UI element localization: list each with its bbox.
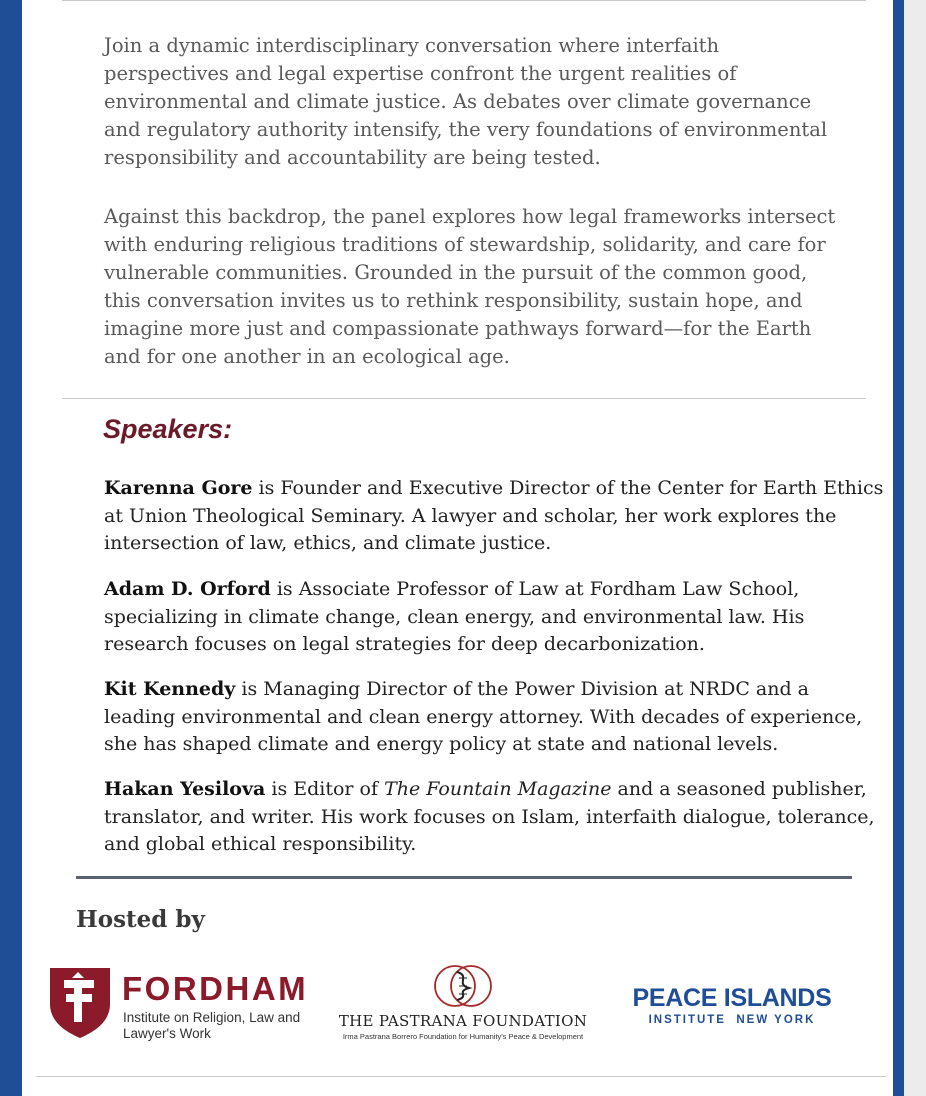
speaker-bio [104, 475, 884, 558]
fordham-subtitle: Institute on Religion, Law and Lawyer's Work [123, 1010, 301, 1041]
speaker-bio [104, 576, 884, 659]
fordham-shield-icon [48, 964, 112, 1040]
top-divider [62, 0, 866, 1]
speaker-description: is Associate Professor of Law at Fordham Law School, specializing in climate change, clean energy, and environmental law. His research focuses on legal strategies for deep decarbonization. [104, 578, 805, 655]
bottom-divider [36, 1076, 886, 1077]
speaker-name: Adam D. Orford [104, 578, 271, 600]
speaker-description: is Editor of [265, 778, 385, 800]
peace-islands-name: PEACE ISLANDS [632, 984, 832, 1012]
publication-title: The Fountain Magazine [384, 778, 612, 800]
right-gutter [904, 0, 926, 1096]
intro-paragraph-2: Against this backdrop, the panel explores how legal frameworks intersect with enduring religious traditions of stewardship, solidarity, and care for vulnerable communities. Grounded in the pursuit of the common good, this conversation invites us to rethink responsibility, sustain hope, and imagine more just and compassionate pathways forward—for the Earth and for one another in an ecological age. [104, 205, 836, 368]
peace-islands-logo [612, 984, 852, 1034]
hosted-by-label: Hosted by [76, 906, 205, 933]
fordham-name: FORDHAM [122, 970, 309, 1007]
right-border-bar [893, 0, 904, 1096]
speaker-bio [104, 776, 884, 859]
speaker-description: is Founder and Executive Director of the Center for Earth Ethics at Union Theological Seminary. A lawyer and scholar, her work explores the intersection of law, ethics, and climate justice. [104, 477, 884, 554]
speaker-name: Karenna Gore [104, 477, 253, 499]
speaker-bio [104, 676, 884, 759]
pastrana-subtitle: Irma Pastrana Borrero Foundation for Humanity's Peace & Development [342, 1032, 584, 1041]
pastrana-foundation-logo [338, 962, 588, 1046]
left-border-bar [0, 0, 22, 1096]
pastrana-name: THE PASTRANA FOUNDATION [338, 1012, 588, 1030]
speaker-description: and a seasoned publisher, translator, and writer. His work focuses on Islam, interfaith dialogue, tolerance, and global ethical responsibility. [104, 778, 875, 855]
hosts-divider [76, 876, 852, 879]
section-divider [62, 398, 866, 399]
speakers-heading: Speakers: [103, 414, 233, 444]
pastrana-emblem-icon [431, 962, 495, 1010]
speaker-name: Kit Kennedy [104, 678, 236, 700]
peace-islands-subtitle: INSTITUTE NEW YORK [648, 1014, 816, 1026]
speaker-name: Hakan Yesilova [104, 778, 266, 800]
intro-paragraph-1: Join a dynamic interdisciplinary conversation where interfaith perspectives and legal expertise confront the urgent realities of environmental and climate justice. As debates over climate governance and regulatory authority intensify, the very foundations of environmental responsibility and accountability are being tested. [104, 34, 828, 169]
fordham-logo [48, 962, 328, 1042]
speaker-description: is Managing Director of the Power Division at NRDC and a leading environmental and clean energy attorney. With decades of experience, she has shaped climate and energy policy at state and national levels. [104, 678, 863, 755]
